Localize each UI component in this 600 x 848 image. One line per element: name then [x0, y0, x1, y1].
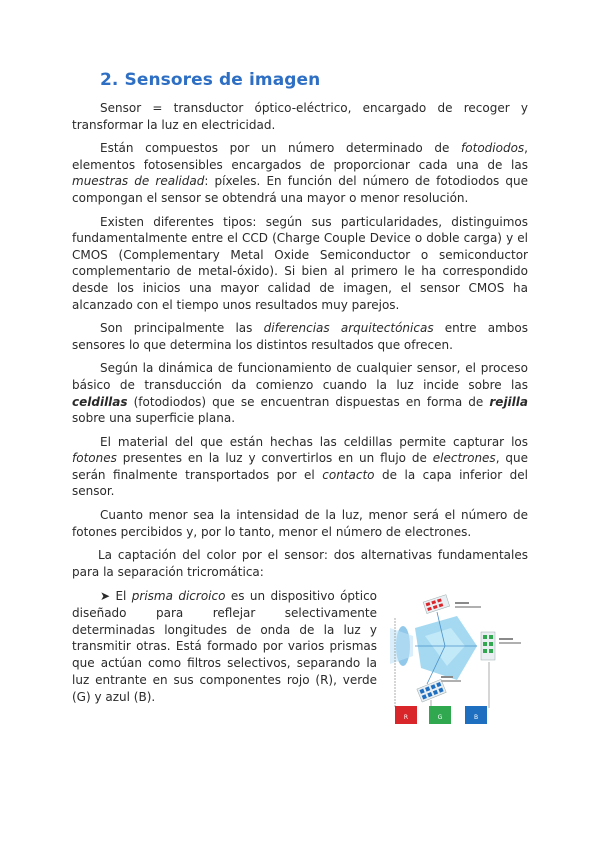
- body-text: [72, 100, 528, 587]
- bullet-item: ➤ El prisma dicroico es un dispositivo óptico diseñado para reflejar selectivamente determinadas longitudes de onda de la luz y transmitir otras. Está formado por varios prismas que actúan como filtros selectivos, separando la luz entrante en sus componentes rojo (R), verde (G) y azul (B).: [72, 589, 378, 704]
- green-label: G: [437, 714, 443, 721]
- section-title: 2. Sensores de imagen: [100, 70, 321, 90]
- paragraph-1: Sensor = transductor óptico-eléctrico, encargado de recoger y transformar la luz en electricidad.: [72, 101, 528, 132]
- paragraph-6: El material del que están hechas las celdillas permite capturar los fotones presentes en la luz y convertirlos en un flujo de electrones, que serán finalmente transportados por el contacto de la capa inferior del sensor.: [72, 434, 529, 499]
- paragraph-7: Cuanto menor sea la intensidad de la luz, menor será el número de fotones percibidos y, por lo tanto, menor el número de electrones.: [72, 508, 528, 539]
- paragraph-2: Están compuestos por un número determinado de fotodiodos, elementos fotosensibles encargados de proporcionar cada una de las muestras de realidad: píxeles. En función del número de fotodiodos que compongan el sensor se obtendrá una mayor o menor resolución.: [72, 141, 529, 205]
- paragraph-3: Existen diferentes tipos: según sus particularidades, distinguimos fundamentalmente entre el CCD (Charge Couple Device o doble carga) y el CMOS (Complementary Metal Oxide Semiconductor o semiconductor complementario de metal-óxido). Si bien al primero le ha correspondido desde los inicios una mayor calidad de imagen, el sensor CMOS ha alcanzado con el tiempo unos resultados muy parejos.: [72, 214, 528, 312]
- paragraph-4: Son principalmente las diferencias arquitectónicas entre ambos sensores lo que determina los distintos resultados que ofrecen.: [72, 321, 528, 352]
- arrow-bullet-icon: ➤: [100, 589, 111, 603]
- paragraph-8: La captación del color por el sensor: dos alternativas fundamentales para la separación tricromática:: [72, 548, 528, 579]
- red-label: R: [403, 714, 409, 721]
- paragraph-5: Según la dinámica de funcionamiento de cualquier sensor, el proceso básico de transducción da comienzo cuando la luz incide sobre las celdillas (fotodiodos) que se encuentran dispuestas en forma de rejilla sobre una superficie plana.: [72, 361, 528, 426]
- dichroic-prism-figure: [385, 588, 523, 728]
- blue-label: B: [473, 714, 479, 721]
